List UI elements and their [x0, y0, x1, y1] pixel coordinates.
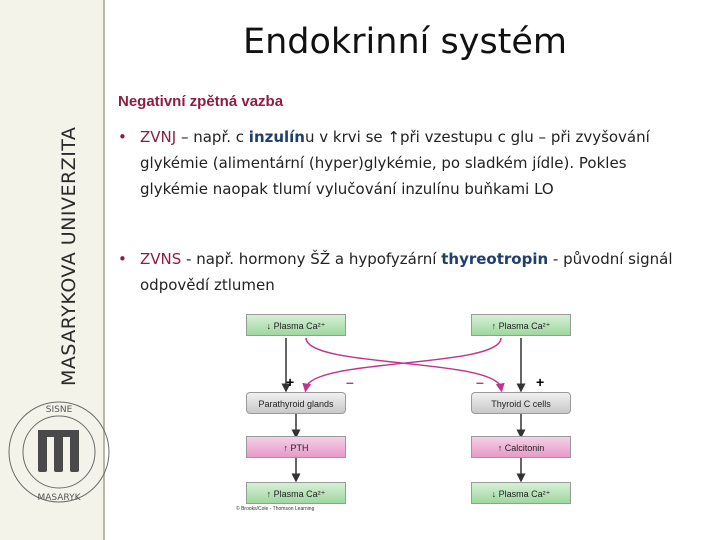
- university-name-text: MASARYKOVA UNIVERZITA: [58, 126, 80, 386]
- minus-sign: –: [476, 374, 484, 390]
- copyright-note: © Brooks/Cole - Thomson Learning: [236, 506, 315, 512]
- increased-plasma-calcium-box: ↑ Plasma Ca²⁺: [246, 482, 346, 504]
- bullet-dot: •: [118, 250, 127, 268]
- bullet-text-part: u v krvi se ↑při vzestupu c glu – při zvyšování glykémie (alimentární (hyper)glykémie, po sladkém jídle). Pokles glykémie naopak tlumí vylučování inzulínu buňkami LO: [140, 128, 650, 198]
- svg-text:SISNE: SISNE: [45, 405, 73, 415]
- minus-sign: –: [346, 374, 354, 390]
- low-plasma-calcium-box: ↓ Plasma Ca²⁺: [246, 314, 346, 336]
- keyword-thyreotropin: thyreotropin: [441, 250, 549, 268]
- page-title: Endokrinní systém: [242, 22, 568, 62]
- section-subtitle: Negativní zpětná vazba: [118, 93, 284, 110]
- bullet-item-zvns: [118, 246, 698, 298]
- bullet-item-zvnj: [118, 124, 698, 202]
- plus-sign: +: [286, 374, 295, 390]
- decreased-plasma-calcium-box: ↓ Plasma Ca²⁺: [471, 482, 571, 504]
- parathyroid-glands-box: Parathyroid glands: [246, 392, 346, 414]
- bullet-text: [140, 246, 698, 298]
- calcium-feedback-diagram: [236, 308, 586, 520]
- high-plasma-calcium-box: ↑ Plasma Ca²⁺: [471, 314, 571, 336]
- svg-text:MASARYK: MASARYK: [37, 493, 81, 503]
- university-name: [58, 118, 88, 386]
- plus-sign: +: [536, 374, 545, 390]
- bullet-text: [140, 124, 698, 202]
- university-seal-logo: [4, 392, 114, 512]
- keyword-zvnj: ZVNJ: [140, 128, 177, 146]
- calcitonin-box: ↑ Calcitonin: [471, 436, 571, 458]
- bullet-dot: •: [118, 128, 127, 146]
- keyword-inzulin: inzulín: [248, 128, 305, 146]
- bullet-text-part: - např. hormony ŠŽ a hypofyzární: [181, 250, 442, 268]
- keyword-zvns: ZVNS: [140, 250, 182, 268]
- pth-box: ↑ PTH: [246, 436, 346, 458]
- thyroid-c-cells-box: Thyroid C cells: [471, 392, 571, 414]
- bullet-text-part: - původní signál odpovědí ztlumen: [140, 250, 673, 294]
- bullet-text-part: – např. c: [176, 128, 249, 146]
